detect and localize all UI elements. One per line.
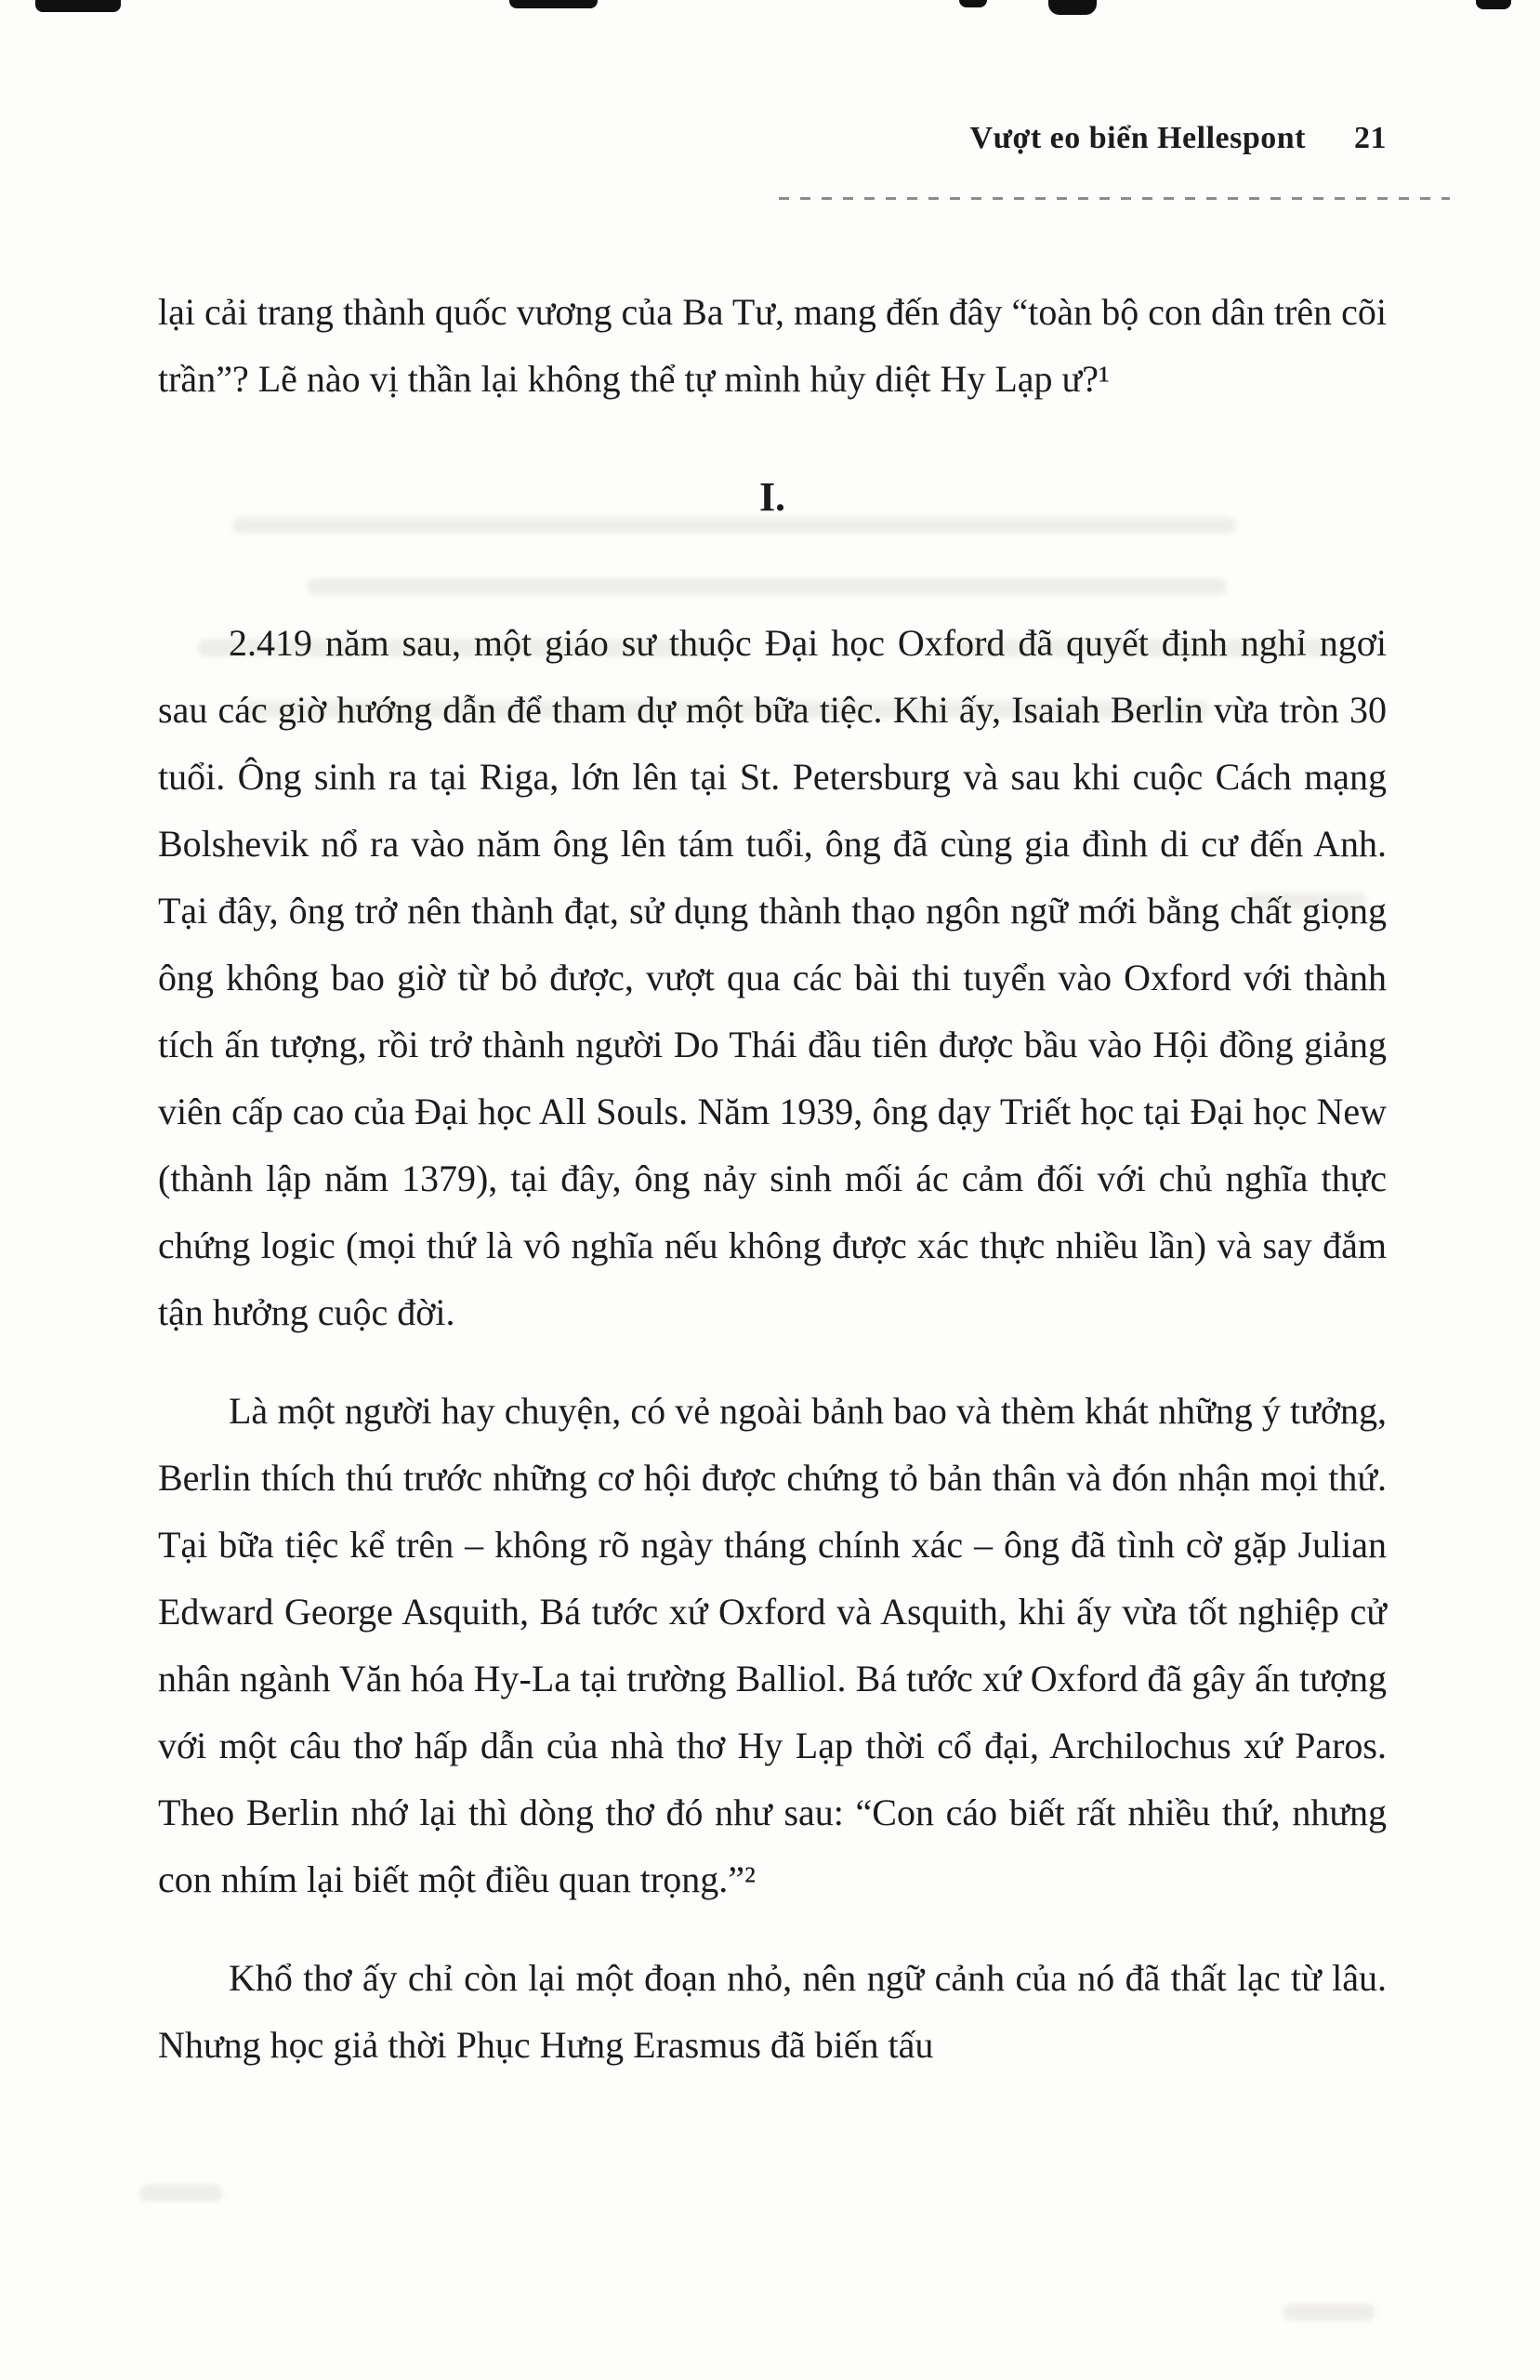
page-body: [158, 279, 1387, 2110]
scan-artifact: [1048, 0, 1097, 15]
bleedthrough-text: [139, 2185, 223, 2202]
scan-artifact: [959, 0, 987, 7]
scan-artifact: [1476, 0, 1511, 9]
paragraph: Khổ thơ ấy chỉ còn lại một đoạn nhỏ, nên ngữ cảnh của nó đã thất lạc từ lâu. Nhưng học giả thời Phục Hưng Erasmus đã biến tấu: [158, 1957, 1387, 2066]
paragraph-continuation: lại cải trang thành quốc vương của Ba Tư, mang đến đây “toàn bộ con dân trên cõi trần”? Lẽ nào vị thần lại không thể tự mình hủy diệt Hy Lạp ư?¹: [158, 291, 1387, 400]
header-dashed-rule: [779, 197, 1450, 200]
bleedthrough-text: [1283, 2304, 1375, 2320]
page-number: 21: [1354, 121, 1387, 155]
paragraph: Là một người hay chuyện, có vẻ ngoài bảnh bao và thèm khát những ý tưởng, Berlin thích thú trước những cơ hội được chứng tỏ bản thân và đón nhận mọi thứ. Tại bữa tiệc kể trên – không rõ ngày tháng chính xác – ông đã tình cờ gặp Julian Edward George Asquith, Bá tước xứ Oxford và Asquith, khi ấy vừa tốt nghiệp cử nhân ngành Văn hóa Hy-La tại trường Balliol. Bá tước xứ Oxford đã gây ấn tượng với một câu thơ hấp dẫn của nhà thơ Hy Lạp thời cổ đại, Archilochus xứ Paros. Theo Berlin nhớ lại thì dòng thơ đó như sau: “Con cáo biết rất nhiều thứ, nhưng con nhím lại biết một điều quan trọng.”²: [158, 1390, 1387, 1900]
running-title: Vượt eo biển Hellespont: [969, 121, 1306, 155]
paragraph: 2.419 năm sau, một giáo sư thuộc Đại học Oxford đã quyết định nghỉ ngơi sau các giờ hướng dẫn để tham dự một bữa tiệc. Khi ấy, Isaiah Berlin vừa tròn 30 tuổi. Ông sinh ra tại Riga, lớn lên tại St. Petersburg và sau khi cuộc Cách mạng Bolshevik nổ ra vào năm ông lên tám tuổi, ông đã cùng gia đình di cư đến Anh. Tại đây, ông trở nên thành đạt, sử dụng thành thạo ngôn ngữ mới bằng chất giọng ông không bao giờ từ bỏ được, vượt qua các bài thi tuyển vào Oxford với thành tích ấn tượng, rồi trở thành người Do Thái đầu tiên được bầu vào Hội đồng giảng viên cấp cao của Đại học All Souls. Năm 1939, ông dạy Triết học tại Đại học New (thành lập năm 1379), tại đây, ông nảy sinh mối ác cảm đối với chủ nghĩa thực chứng logic (mọi thứ là vô nghĩa nếu không được xác thực nhiều lần) và say đắm tận hưởng cuộc đời.: [158, 622, 1387, 1333]
section-heading: I.: [758, 474, 786, 520]
scan-artifact: [35, 0, 121, 12]
running-header: [970, 121, 1387, 156]
scan-artifact: [509, 0, 598, 8]
